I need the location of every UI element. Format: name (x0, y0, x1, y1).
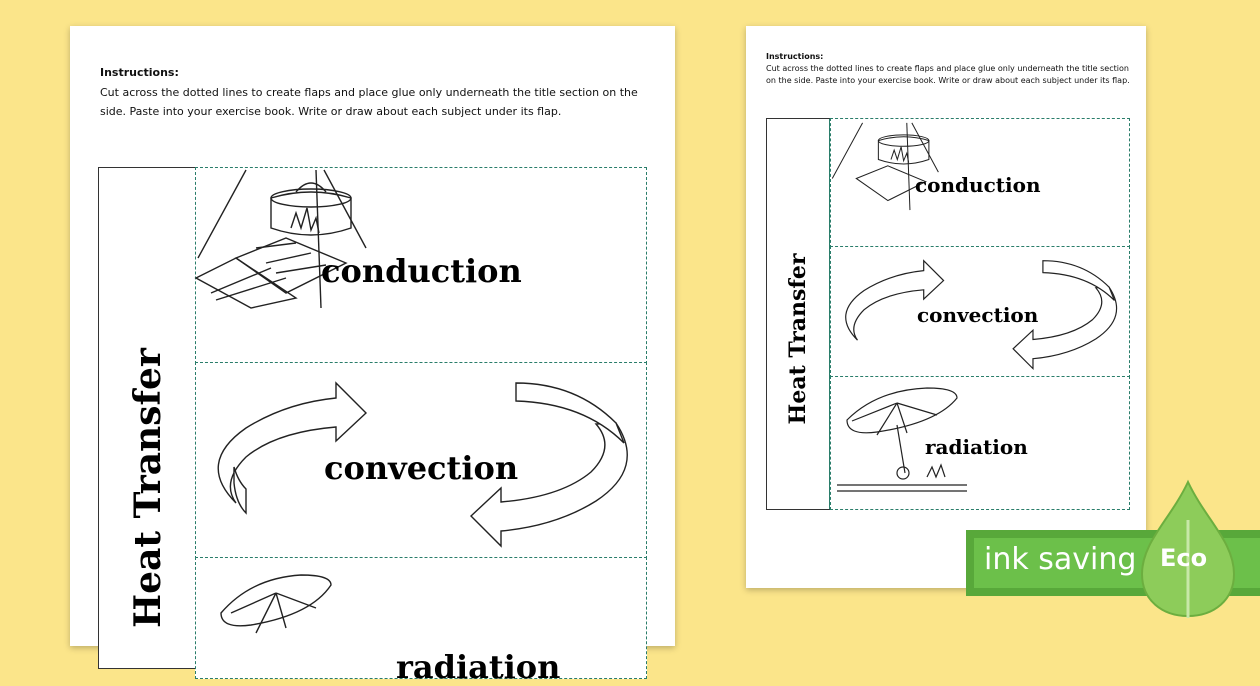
flap-label-radiation: radiation (925, 435, 1028, 459)
instructions-text: Cut across the dotted lines to create flaps and place glue only underneath the title section on the side. Paste into your exercise book. Write or draw about each subject under its flap. (766, 64, 1130, 85)
flap-conduction (195, 167, 647, 364)
flap-label-conduction: conduction (321, 252, 522, 290)
flap-convection (195, 362, 647, 559)
flap-conduction (830, 118, 1130, 248)
instructions-title: Instructions: (766, 52, 824, 61)
flap-radiation (195, 557, 647, 686)
ink-saving-label: ink saving (984, 542, 1137, 577)
worksheet-full-preview (746, 26, 1146, 588)
campfire-pot-icon (196, 168, 386, 318)
tab-title: Heat Transfer (126, 348, 169, 628)
heat-transfer-tab (766, 118, 831, 510)
flap-label-convection: convection (917, 303, 1039, 327)
beach-umbrella-icon (216, 573, 336, 653)
flap-label-radiation: radiation (396, 648, 561, 686)
instructions-title: Instructions: (100, 66, 179, 79)
eco-label: Eco (1160, 544, 1208, 572)
campfire-pot-icon (831, 119, 951, 219)
flap-radiation (830, 376, 1130, 510)
worksheet-large-preview (70, 26, 675, 686)
heat-transfer-tab (98, 167, 198, 669)
flap-convection (830, 246, 1130, 378)
tab-title: Heat Transfer (785, 253, 811, 425)
instructions-text: Cut across the dotted lines to create flaps and place glue only underneath the title section on the side. Paste into your exercise book. Write or draw about each subject under its flap. (100, 86, 638, 118)
flap-label-convection: convection (324, 449, 519, 487)
flap-label-conduction: conduction (915, 173, 1041, 197)
